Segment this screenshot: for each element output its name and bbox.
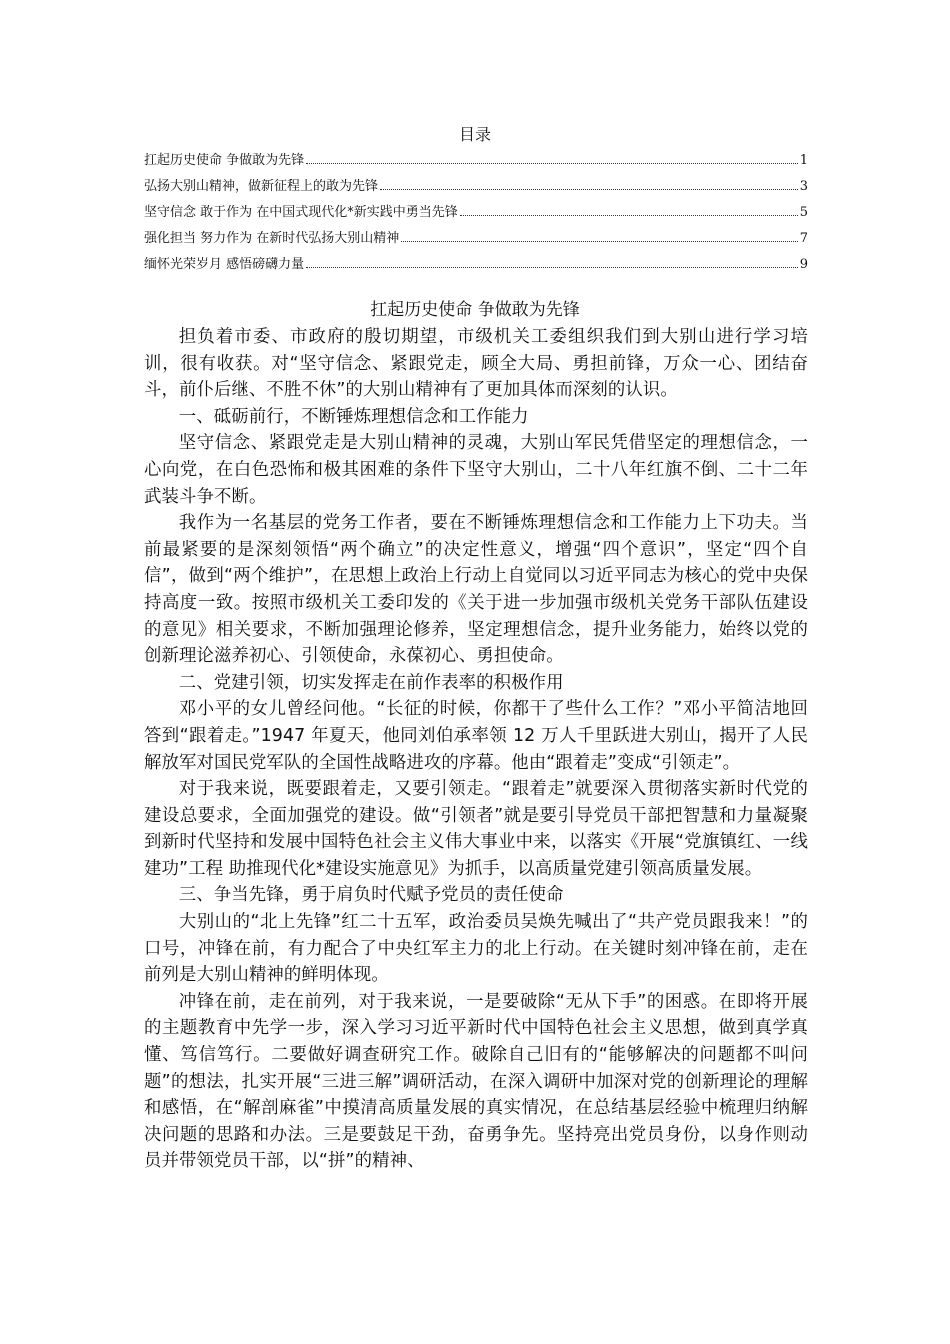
toc-leader-dots [401, 241, 797, 242]
toc-entry-text: 缅怀光荣岁月 感悟磅礴力量 [144, 257, 305, 272]
paragraph: 邓小平的女儿曾经问他。“长征的时候，你都干了些什么工作？”邓小平简洁地回答到“跟着走。”1947 年夏天，他同刘伯承率领 12 万人千里跃进大别山，揭开了人民解放军对国民党军队的全国性战略进攻的序幕。他由“跟着走”变成“引领走”。 [144, 699, 808, 773]
article-body [144, 324, 808, 1175]
toc-entry-page: 1 [799, 153, 808, 168]
section-heading: 三、争当先锋，勇于肩负时代赋予党员的责任使命 [178, 885, 564, 906]
paragraph: 担负着市委、市政府的殷切期望，市级机关工委组织我们到大别山进行学习培训，很有收获。对“坚守信念、紧跟党走，顾全大局、勇担前锋，万众一心、团结奋斗，前仆后继、不胜不休”的大别山精神有了更加具体而深刻的认识。 [144, 327, 808, 401]
toc-leader-dots [306, 267, 798, 268]
toc-entry-text: 坚守信念 敢于作为 在中国式现代化*新实践中勇当先锋 [144, 205, 458, 220]
toc-entry[interactable] [144, 150, 808, 176]
toc-leader-dots [380, 189, 798, 190]
toc-entry-page: 7 [799, 231, 808, 246]
toc-entry[interactable] [144, 254, 808, 280]
paragraph: 我作为一名基层的党务工作者，要在不断锤炼理想信念和工作能力上下功夫。当前最紧要的是深刻领悟“两个确立”的决定性意义，增强“四个意识”，坚定“四个自信”，做到“两个维护”，在思想上政治上行动上自觉同以习近平同志为核心的党中央保持高度一致。按照市级机关工委印发的《关于进一步加强市级机关党务干部队伍建设的意见》相关要求，不断加强理论修养，坚定理想信念，提升业务能力，始终以党的创新理论滋养初心、引领使命，永葆初心、勇担使命。 [144, 513, 808, 667]
toc-entry[interactable] [144, 176, 808, 202]
toc-entry-page: 3 [799, 179, 808, 194]
toc-entry-page: 9 [799, 257, 808, 272]
toc-title: 目录 [458, 125, 491, 144]
paragraph: 大别山的“北上先锋”红二十五军，政治委员吴焕先喊出了“共产党员跟我来！”的口号，冲锋在前，有力配合了中央红军主力的北上行动。在关键时刻冲锋在前，走在前列是大别山精神的鲜明体现。 [144, 912, 808, 986]
toc-entry[interactable] [144, 202, 808, 228]
section-heading: 二、党建引领，切实发挥走在前作表率的积极作用 [178, 672, 564, 693]
toc-entry-text: 扛起历史使命 争做敢为先锋 [144, 153, 305, 168]
section-heading: 一、砥砺前行，不断锤炼理想信念和工作能力 [178, 406, 529, 427]
toc-entry-page: 5 [799, 205, 808, 220]
paragraph: 冲锋在前，走在前列，对于我来说，一是要破除“无从下手”的困惑。在即将开展的主题教育中先学一步，深入学习习近平新时代中国特色社会主义思想，做到真学真懂、笃信笃行。二要做好调查研究工作。破除自己旧有的“能够解决的问题都不叫问题”的想法，扎实开展“三进三解”调研活动，在深入调研中加深对党的创新理论的理解和感悟，在“解剖麻雀”中摸清高质量发展的真实情况，在总结基层经验中梳理归纳解决问题的思路和办法。三是要鼓足干劲，奋勇争先。坚持亮出党员身份，以身作则动员并带领党员干部，以“拼”的精神、 [144, 991, 808, 1172]
toc-entry[interactable] [144, 228, 808, 254]
toc-leader-dots [460, 215, 798, 216]
paragraph: 对于我来说，既要跟着走，又要引领走。“跟着走”就要深入贯彻落实新时代党的建设总要求，全面加强党的建设。做“引领者”就是要引导党员干部把智慧和力量凝聚到新时代坚持和发展中国特色社会主义伟大事业中来，以落实《开展“党旗镇红、一线建功”工程 助推现代化*建设实施意见》为抓手，以高质量党建引领高质量发展。 [144, 779, 808, 879]
table-of-contents [144, 150, 808, 280]
toc-leader-dots [306, 163, 798, 164]
toc-entry-text: 强化担当 努力作为 在新时代弘扬大别山精神 [144, 231, 400, 246]
article-title: 扛起历史使命 争做敢为先锋 [370, 300, 580, 320]
toc-entry-text: 弘扬大别山精神，做新征程上的敢为先锋 [144, 179, 379, 194]
paragraph: 坚守信念、紧跟党走是大别山精神的灵魂，大别山军民凭借坚定的理想信念，一心向党，在白色恐怖和极其困难的条件下坚守大别山，二十八年红旗不倒、二十二年武装斗争不断。 [144, 433, 808, 507]
